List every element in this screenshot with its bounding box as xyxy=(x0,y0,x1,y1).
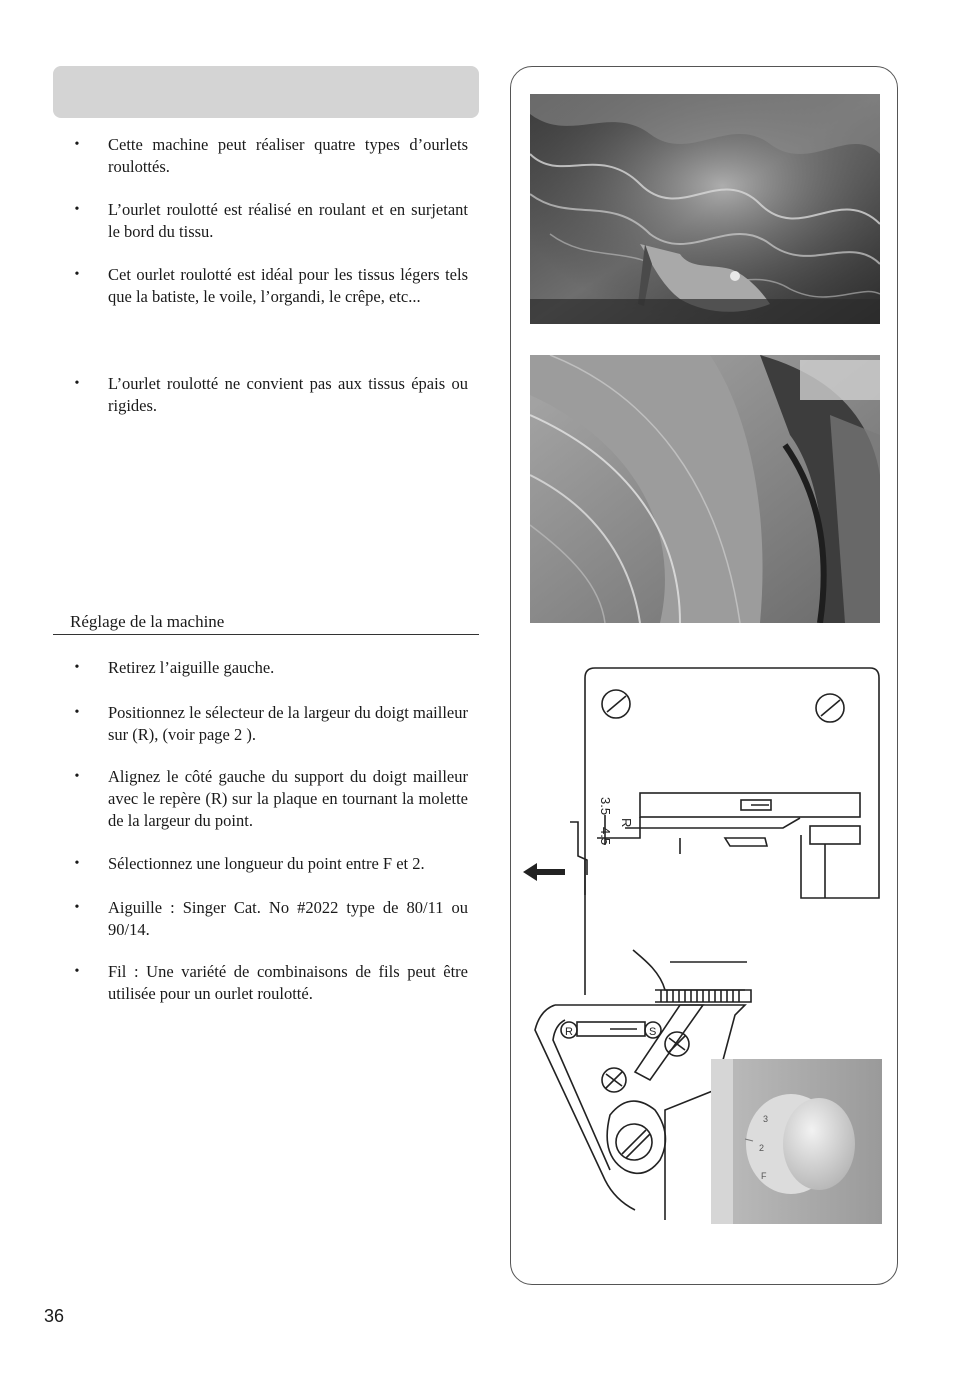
photo-dress-rolled-hem xyxy=(530,94,880,324)
list-item: • Positionnez le sélecteur de la largeur du doigt mailleur sur (R), (voir page 2 ). xyxy=(74,703,468,744)
photo-stitch-length-dial xyxy=(711,1059,882,1224)
list-item: • Cet ourlet roulotté est idéal pour les tissus légers tels que la batiste, le voile, l’organdi, le crêpe, etc... xyxy=(74,265,468,306)
photo-dress-graphic xyxy=(530,94,880,324)
dial-label-top: 3 xyxy=(763,1114,769,1124)
list-item: • Sélectionnez une longueur du point entre F et 2. xyxy=(74,854,425,873)
list-item: • Fil : Une variété de combinaisons de fils peut être utilisée pour un ourlet roulotté. xyxy=(74,962,468,1003)
photo-napkins-graphic xyxy=(530,355,880,623)
list-item: • L’ourlet roulotté est réalisé en roulant et en surjetant le bord du tissu. xyxy=(74,200,468,241)
list-item: • Aiguille : Singer Cat. No #2022 type de 80/11 ou 90/14. xyxy=(74,898,468,939)
page-number: 36 xyxy=(44,1306,65,1326)
list-item: • L’ourlet roulotté ne convient pas aux tissus épais ou rigides. xyxy=(74,374,468,415)
photo-folded-napkins xyxy=(530,355,880,623)
scale-label-top: 3.5 xyxy=(598,797,613,816)
scale-label-bottom: 4.5 xyxy=(598,827,613,846)
list-item: • Cette machine peut réaliser quatre types d’ourlets roulottés. xyxy=(74,135,468,176)
dial-graphic xyxy=(711,1059,882,1224)
knob-label-s: S xyxy=(649,1026,657,1038)
scale-label-mark: R xyxy=(619,818,634,828)
setup-heading: Réglage de la machine xyxy=(70,612,225,631)
dial-label-bottom: F xyxy=(761,1171,767,1181)
dial-label-mid: 2 xyxy=(759,1143,765,1153)
heading-divider xyxy=(53,634,479,635)
list-item: • Retirez l’aiguille gauche. xyxy=(74,658,275,677)
section-title-bar xyxy=(53,66,479,118)
list-item: • Alignez le côté gauche du support du doigt mailleur avec le repère (R) sur la plaque en tournant la molette de la largeur du point. xyxy=(74,767,468,830)
knob-label-r: R xyxy=(565,1026,573,1038)
